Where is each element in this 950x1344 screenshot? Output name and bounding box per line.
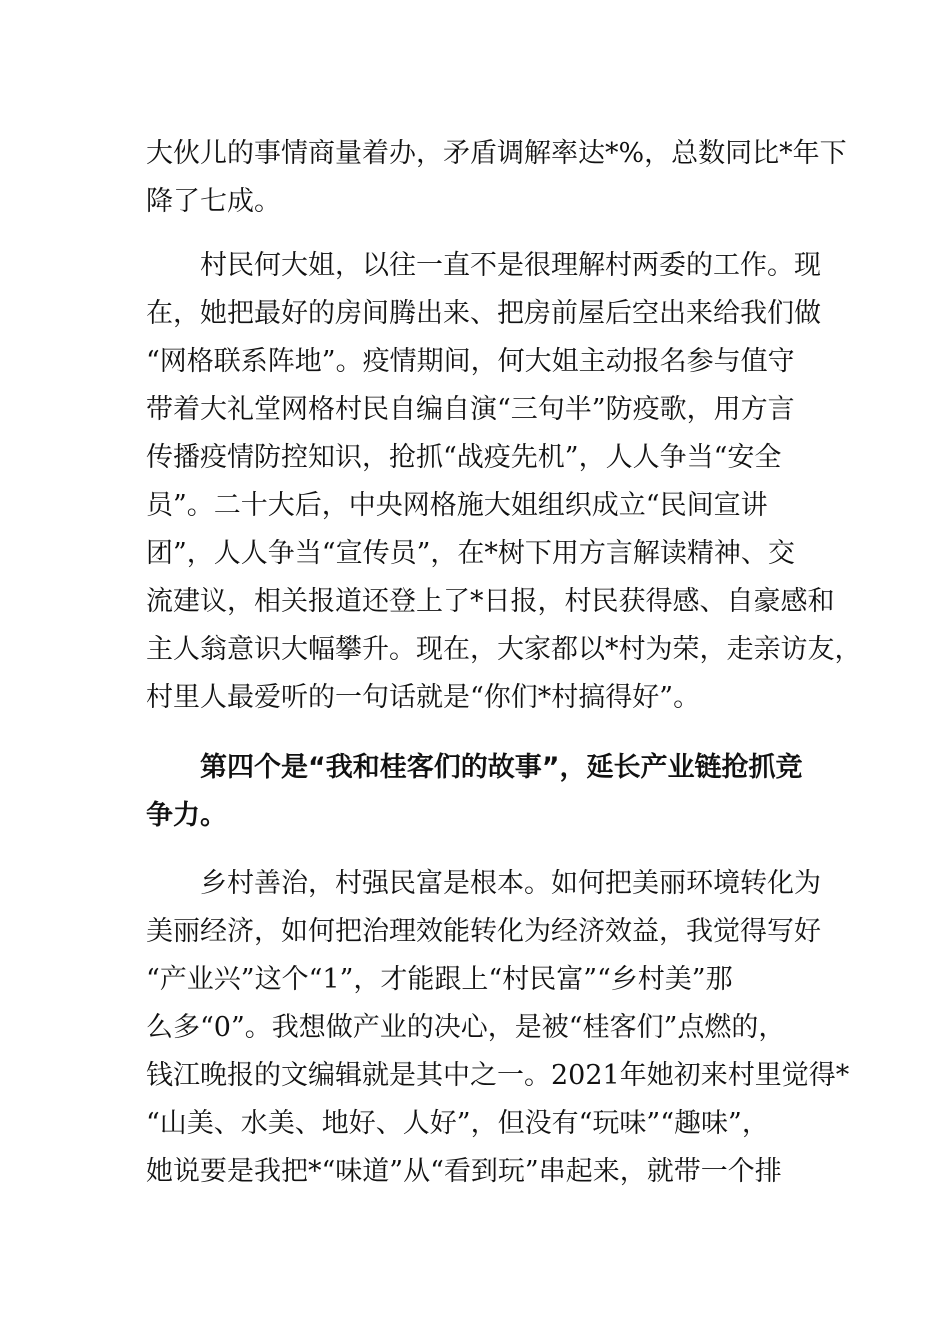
paragraph-1-line-2: 降了七成。 (146, 186, 281, 217)
paragraph-4-line-7: 她说要是我把*“味道”从“看到玩”串起来，就带一个排 (146, 1156, 782, 1187)
section-heading-line-2: 争力。 (146, 800, 227, 831)
paragraph-4-line-6: “山美、水美、地好、人好”，但没有“玩味”“趣味”， (146, 1108, 769, 1139)
paragraph-2-line-10: 村里人最爱听的一句话就是“你们*村搞得好”。 (146, 682, 701, 713)
paragraph-2-line-4: 带着大礼堂网格村民自编自演“三句半”防疫歌，用方言 (146, 394, 795, 425)
paragraph-1-line-1: 大伙儿的事情商量着办，矛盾调解率达*%，总数同比*年下 (146, 138, 847, 169)
paragraph-2-line-6: 员”。二十大后，中央网格施大姐组织成立“民间宣讲 (146, 490, 768, 521)
paragraph-2-line-5: 传播疫情防控知识，抢抓“战疫先机”，人人争当“安全 (146, 442, 782, 473)
paragraph-4-line-4: 么多“0”。我想做产业的决心，是被“桂客们”点燃的， (146, 1012, 786, 1043)
paragraph-4-line-2: 美丽经济，如何把治理效能转化为经济效益，我觉得写好 (146, 916, 821, 947)
paragraph-2-line-7: 团”，人人争当“宣传员”，在*树下用方言解读精神、交 (146, 538, 795, 569)
paragraph-2-line-9: 主人翁意识大幅攀升。现在，大家都以*村为荣，走亲访友， (146, 634, 862, 665)
paragraph-4-line-5: 钱江晚报的文编辑就是其中之一。2021年她初来村里觉得* (146, 1060, 850, 1091)
paragraph-4-line-3: “产业兴”这个“1”，才能跟上“村民富”“乡村美”那 (146, 964, 733, 995)
paragraph-2-line-1: 村民何大姐，以往一直不是很理解村两委的工作。现 (200, 250, 821, 281)
paragraph-2-line-8: 流建议，相关报道还登上了*日报，村民获得感、自豪感和 (146, 586, 835, 617)
paragraph-2-line-2: 在，她把最好的房间腾出来、把房前屋后空出来给我们做 (146, 298, 821, 329)
section-heading-line-1: 第四个是“我和桂客们的故事”，延长产业链抢抓竞 (200, 752, 803, 783)
paragraph-4-line-1: 乡村善治，村强民富是根本。如何把美丽环境转化为 (200, 868, 821, 899)
paragraph-2-line-3: “网格联系阵地”。疫情期间，何大姐主动报名参与值守 (146, 346, 795, 377)
